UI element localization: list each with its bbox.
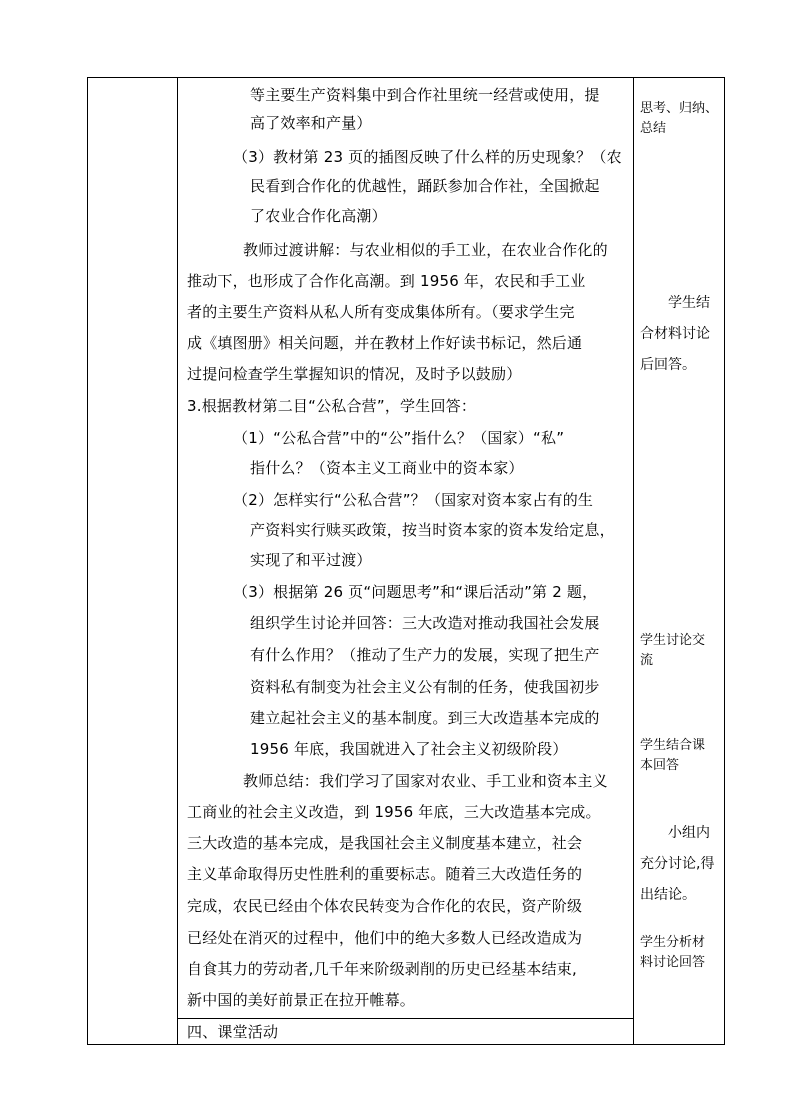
side-note: 流 (640, 653, 654, 668)
content-line: 三大改造的基本完成，是我国社会主义制度基本建立，社会 (187, 834, 583, 852)
side-note: 后回答。 (640, 357, 696, 373)
side-note: 合材料讨论 (640, 326, 710, 342)
content-line: 主义革命取得历史性胜利的重要标志。随着三大改造任务的 (187, 865, 583, 883)
content-line: 完成，农民已经由个体农民转变为合作化的农民，资产阶级 (187, 897, 583, 915)
content-line: 已经处在消灭的过程中，他们中的绝大多数人已经改造成为 (187, 929, 583, 947)
content-line: 了农业合作化高潮） (250, 207, 387, 225)
side-note: 小组内 (668, 825, 710, 841)
content-line: 指什么？（资本主义工商业中的资本家） (250, 459, 524, 477)
content-line: 建立起社会主义的基本制度。到三大改造基本完成的 (250, 709, 600, 727)
content-line: 过提问检查学生掌握知识的情况，及时予以鼓励） (187, 365, 522, 383)
side-note: 出结论。 (640, 887, 696, 903)
content-line: 自食其力的劳动者,几千年来阶级剥削的历史已经基本结束, (187, 960, 577, 978)
column-divider-right (633, 78, 634, 1044)
content-line: 工商业的社会主义改造，到 1956 年底，三大改造基本完成。 (187, 803, 601, 821)
section-heading: 四、课堂活动 (187, 1023, 279, 1041)
side-note: 本回答 (640, 758, 680, 773)
side-note: 总结 (640, 121, 667, 136)
content-line: 教师总结：我们学习了国家对农业、手工业和资本主义 (243, 772, 608, 790)
content-line: 1956 年底，我国就进入了社会主义初级阶段） (250, 740, 568, 758)
row-divider (177, 1018, 633, 1019)
side-note: 学生分析材 (640, 935, 706, 950)
content-line: 产资料实行赎买政策，按当时资本家的资本发给定息， (250, 521, 615, 539)
side-note: 思考、归纳、 (640, 101, 719, 116)
content-line: 有什么作用？（推动了生产力的发展，实现了把生产 (250, 646, 600, 664)
content-line: 资料私有制变为社会主义公有制的任务，使我国初步 (250, 678, 600, 696)
content-line: 实现了和平过渡） (250, 551, 372, 569)
content-line: 民看到合作化的优越性，踊跃参加合作社，全国掀起 (250, 177, 600, 195)
content-line: 推动下，也形成了合作化高潮。到 1956 年，农民和手工业 (187, 272, 586, 290)
content-line: 组织学生讨论并回答：三大改造对推动我国社会发展 (250, 614, 600, 632)
side-note: 学生讨论交 (640, 633, 706, 648)
content-line: 等主要生产资料集中到合作社里统一经营或使用，提 (250, 86, 600, 104)
side-note: 充分讨论,得 (640, 856, 715, 872)
side-note: 料讨论回答 (640, 955, 706, 970)
column-divider-left (177, 78, 178, 1044)
side-note: 学生结合课 (640, 738, 706, 753)
content-line: 3.根据教材第二目“公私合营”，学生回答： (187, 397, 477, 415)
content-line: （1）“公私合营”中的“公”指什么？（国家）“私” (233, 429, 565, 447)
content-line: （2）怎样实行“公私合营”？（国家对资本家占有的生 (233, 491, 594, 509)
side-note: 学生结 (668, 295, 710, 311)
content-line: 高了效率和产量） (250, 114, 372, 132)
content-line: （3）根据第 26 页“问题思考”和“课后活动”第 2 题， (233, 583, 598, 601)
content-line: （3）教材第 23 页的插图反映了什么样的历史现象？（农 (233, 148, 622, 166)
content-line: 新中国的美好前景正在拉开帷幕。 (187, 991, 416, 1009)
content-line: 者的主要生产资料从私人所有变成集体所有。（要求学生完 (187, 303, 575, 321)
content-line: 教师过渡讲解：与农业相似的手工业，在农业合作化的 (243, 241, 608, 259)
content-line: 成《填图册》相关问题，并在教材上作好读书标记，然后通 (187, 334, 583, 352)
